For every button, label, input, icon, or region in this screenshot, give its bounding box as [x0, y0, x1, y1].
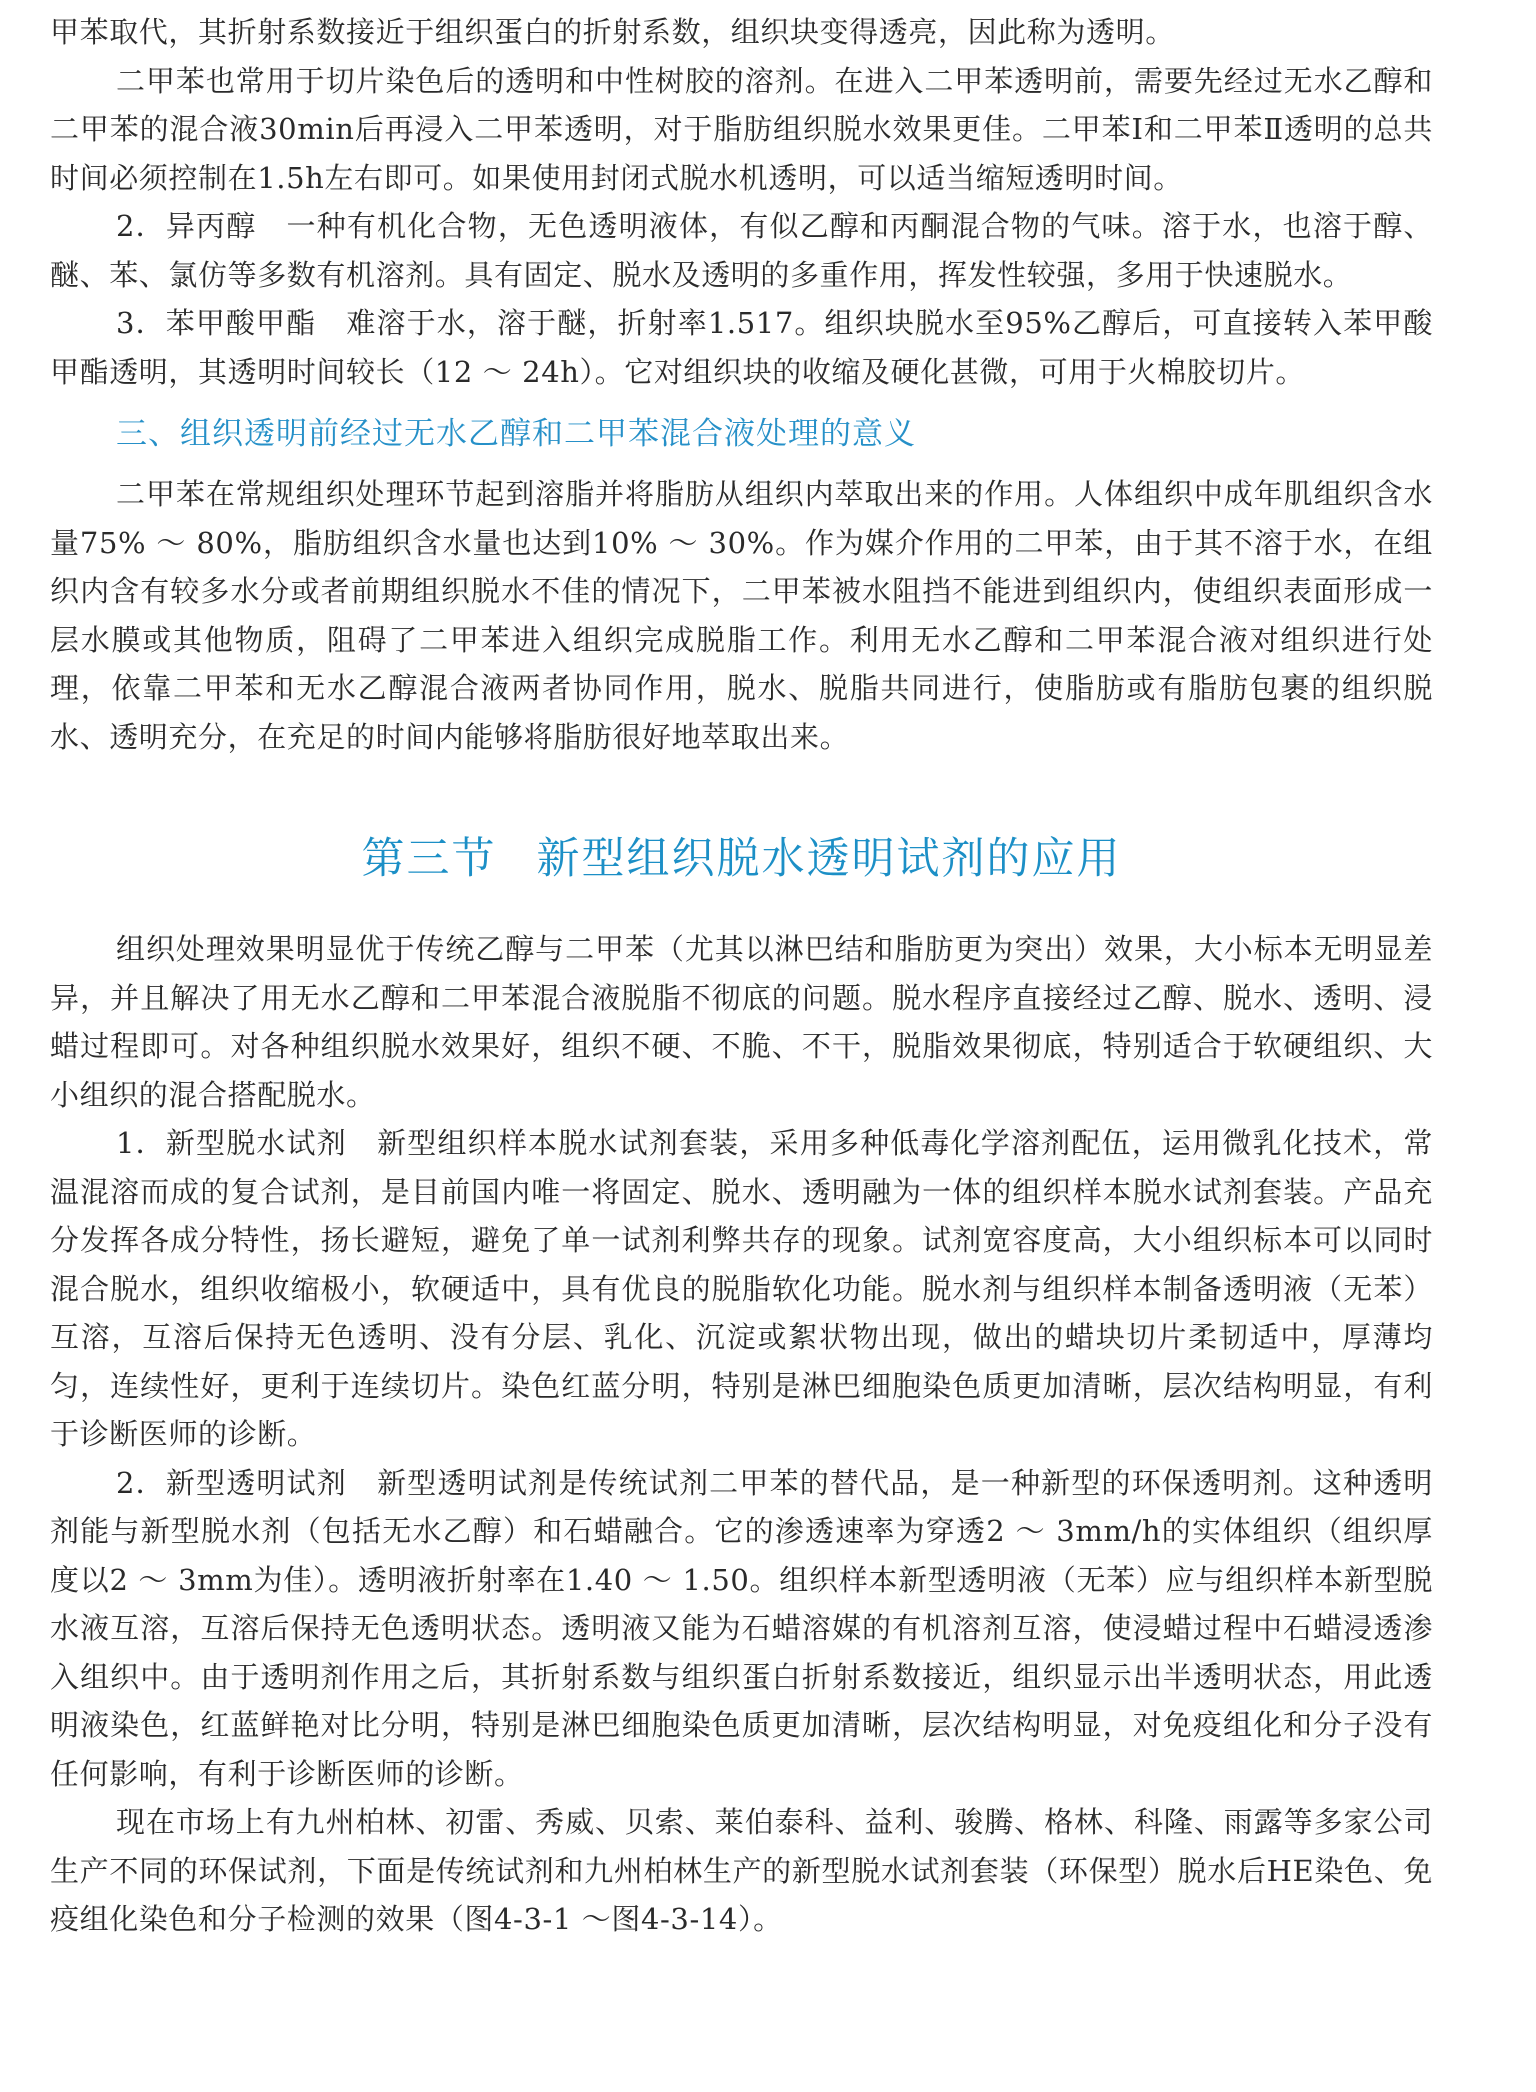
paragraph-market: 现在市场上有九州柏林、初雷、秀威、贝索、莱伯泰科、益利、骏腾、格林、科隆、雨露等多家公司生产不同的环保试剂，下面是传统试剂和九州柏林生产的新型脱水试剂套装（环保型）脱水后HE染色、免疫组化染色和分子检测的效果（图4-3-1 ～图4-3-14）。	[50, 1805, 1433, 1936]
paragraph-methyl-benzoate: 3．苯甲酸甲酯 难溶于水，溶于醚，折射率1.517。组织块脱水至95%乙醇后，可直接转入苯甲酸甲酯透明，其透明时间较长（12 ～ 24h）。它对组织块的收缩及硬化甚微，可用于火棉胶切片。	[50, 306, 1433, 389]
paragraph-isopropanol: 2．异丙醇 一种有机化合物，无色透明液体，有似乙醇和丙酮混合物的气味。溶于水，也溶于醇、醚、苯、氯仿等多数有机溶剂。具有固定、脱水及透明的多重作用，挥发性较强，多用于快速脱水。	[50, 209, 1433, 292]
chapter-heading	[50, 829, 1433, 889]
paragraph-mixture-significance: 二甲苯在常规组织处理环节起到溶脂并将脂肪从组织内萃取出来的作用。人体组织中成年肌组织含水量75% ～ 80%，脂肪组织含水量也达到10% ～ 30%。作为媒介作用的二甲苯，由于其不溶于水，在组织内含有较多水分或者前期组织脱水不佳的情况下，二甲苯被水阻挡不能进到组织内，使组织表面形成一层水膜或其他物质，阻碍了二甲苯进入组织完成脱脂工作。利用无水乙醇和二甲苯混合液对组织进行处理，依靠二甲苯和无水乙醇混合液两者协同作用，脱水、脱脂共同进行，使脂肪或有脂肪包裹的组织脱水、透明充分，在充足的时间内能够将脂肪很好地萃取出来。	[50, 477, 1433, 754]
paragraph-overview: 组织处理效果明显优于传统乙醇与二甲苯（尤其以淋巴结和脂肪更为突出）效果，大小标本无明显差异，并且解决了用无水乙醇和二甲苯混合液脱脂不彻底的问题。脱水程序直接经过乙醇、脱水、透明、浸蜡过程即可。对各种组织脱水效果好，组织不硬、不脆、不干，脱脂效果彻底，特别适合于软硬组织、大小组织的混合搭配脱水。	[50, 932, 1433, 1112]
chapter-number: 第三节	[361, 834, 497, 884]
paragraph-xylene: 二甲苯也常用于切片染色后的透明和中性树胶的溶剂。在进入二甲苯透明前，需要先经过无水乙醇和二甲苯的混合液30min后再浸入二甲苯透明，对于脂肪组织脱水效果更佳。二甲苯Ⅰ和二甲苯Ⅱ透明的总共时间必须控制在1.5h左右即可。如果使用封闭式脱水机透明，可以适当缩短透明时间。	[50, 63, 1433, 195]
paragraph-new-clearing: 2．新型透明试剂 新型透明试剂是传统试剂二甲苯的替代品，是一种新型的环保透明剂。这种透明剂能与新型脱水剂（包括无水乙醇）和石蜡融合。它的渗透速率为穿透2 ～ 3mm/h的实体组织（组织厚度以2 ～ 3mm为佳）。透明液折射率在1.40 ～ 1.50。组织样本新型透明液（无苯）应与组织样本新型脱水液互溶，互溶后保持无色透明状态。透明液又能为石蜡溶媒的有机溶剂互溶，使浸蜡过程中石蜡浸透渗入组织中。由于透明剂作用之后，其折射系数与组织蛋白折射系数接近，组织显示出半透明状态，用此透明液染色，红蓝鲜艳对比分明，特别是淋巴细胞染色质更加清晰，层次结构明显，对免疫组化和分子没有任何影响，有利于诊断医师的诊断。	[50, 1465, 1433, 1791]
document-page	[50, 8, 1433, 1944]
paragraph-new-dehydrant: 1．新型脱水试剂 新型组织样本脱水试剂套装，采用多种低毒化学溶剂配伍，运用微乳化技术，常温混溶而成的复合试剂，是目前国内唯一将固定、脱水、透明融为一体的组织样本脱水试剂套装。产品充分发挥各成分特性，扬长避短，避免了单一试剂利弊共存的现象。试剂宽容度高，大小组织标本可以同时混合脱水，组织收缩极小，软硬适中，具有优良的脱脂软化功能。脱水剂与组织样本制备透明液（无苯）互溶，互溶后保持无色透明、没有分层、乳化、沉淀或絮状物出现，做出的蜡块切片柔韧适中，厚薄均匀，连续性好，更利于连续切片。染色红蓝分明，特别是淋巴细胞染色质更加清晰，层次结构明显，有利于诊断医师的诊断。	[50, 1126, 1433, 1451]
section-heading-3: 三、组织透明前经过无水乙醇和二甲苯混合液处理的意义	[116, 416, 916, 452]
paragraph-continuation: 甲苯取代，其折射系数接近于组织蛋白的折射系数，组织块变得透亮，因此称为透明。	[50, 15, 1175, 49]
chapter-title: 新型组织脱水透明试剂的应用	[536, 834, 1122, 884]
